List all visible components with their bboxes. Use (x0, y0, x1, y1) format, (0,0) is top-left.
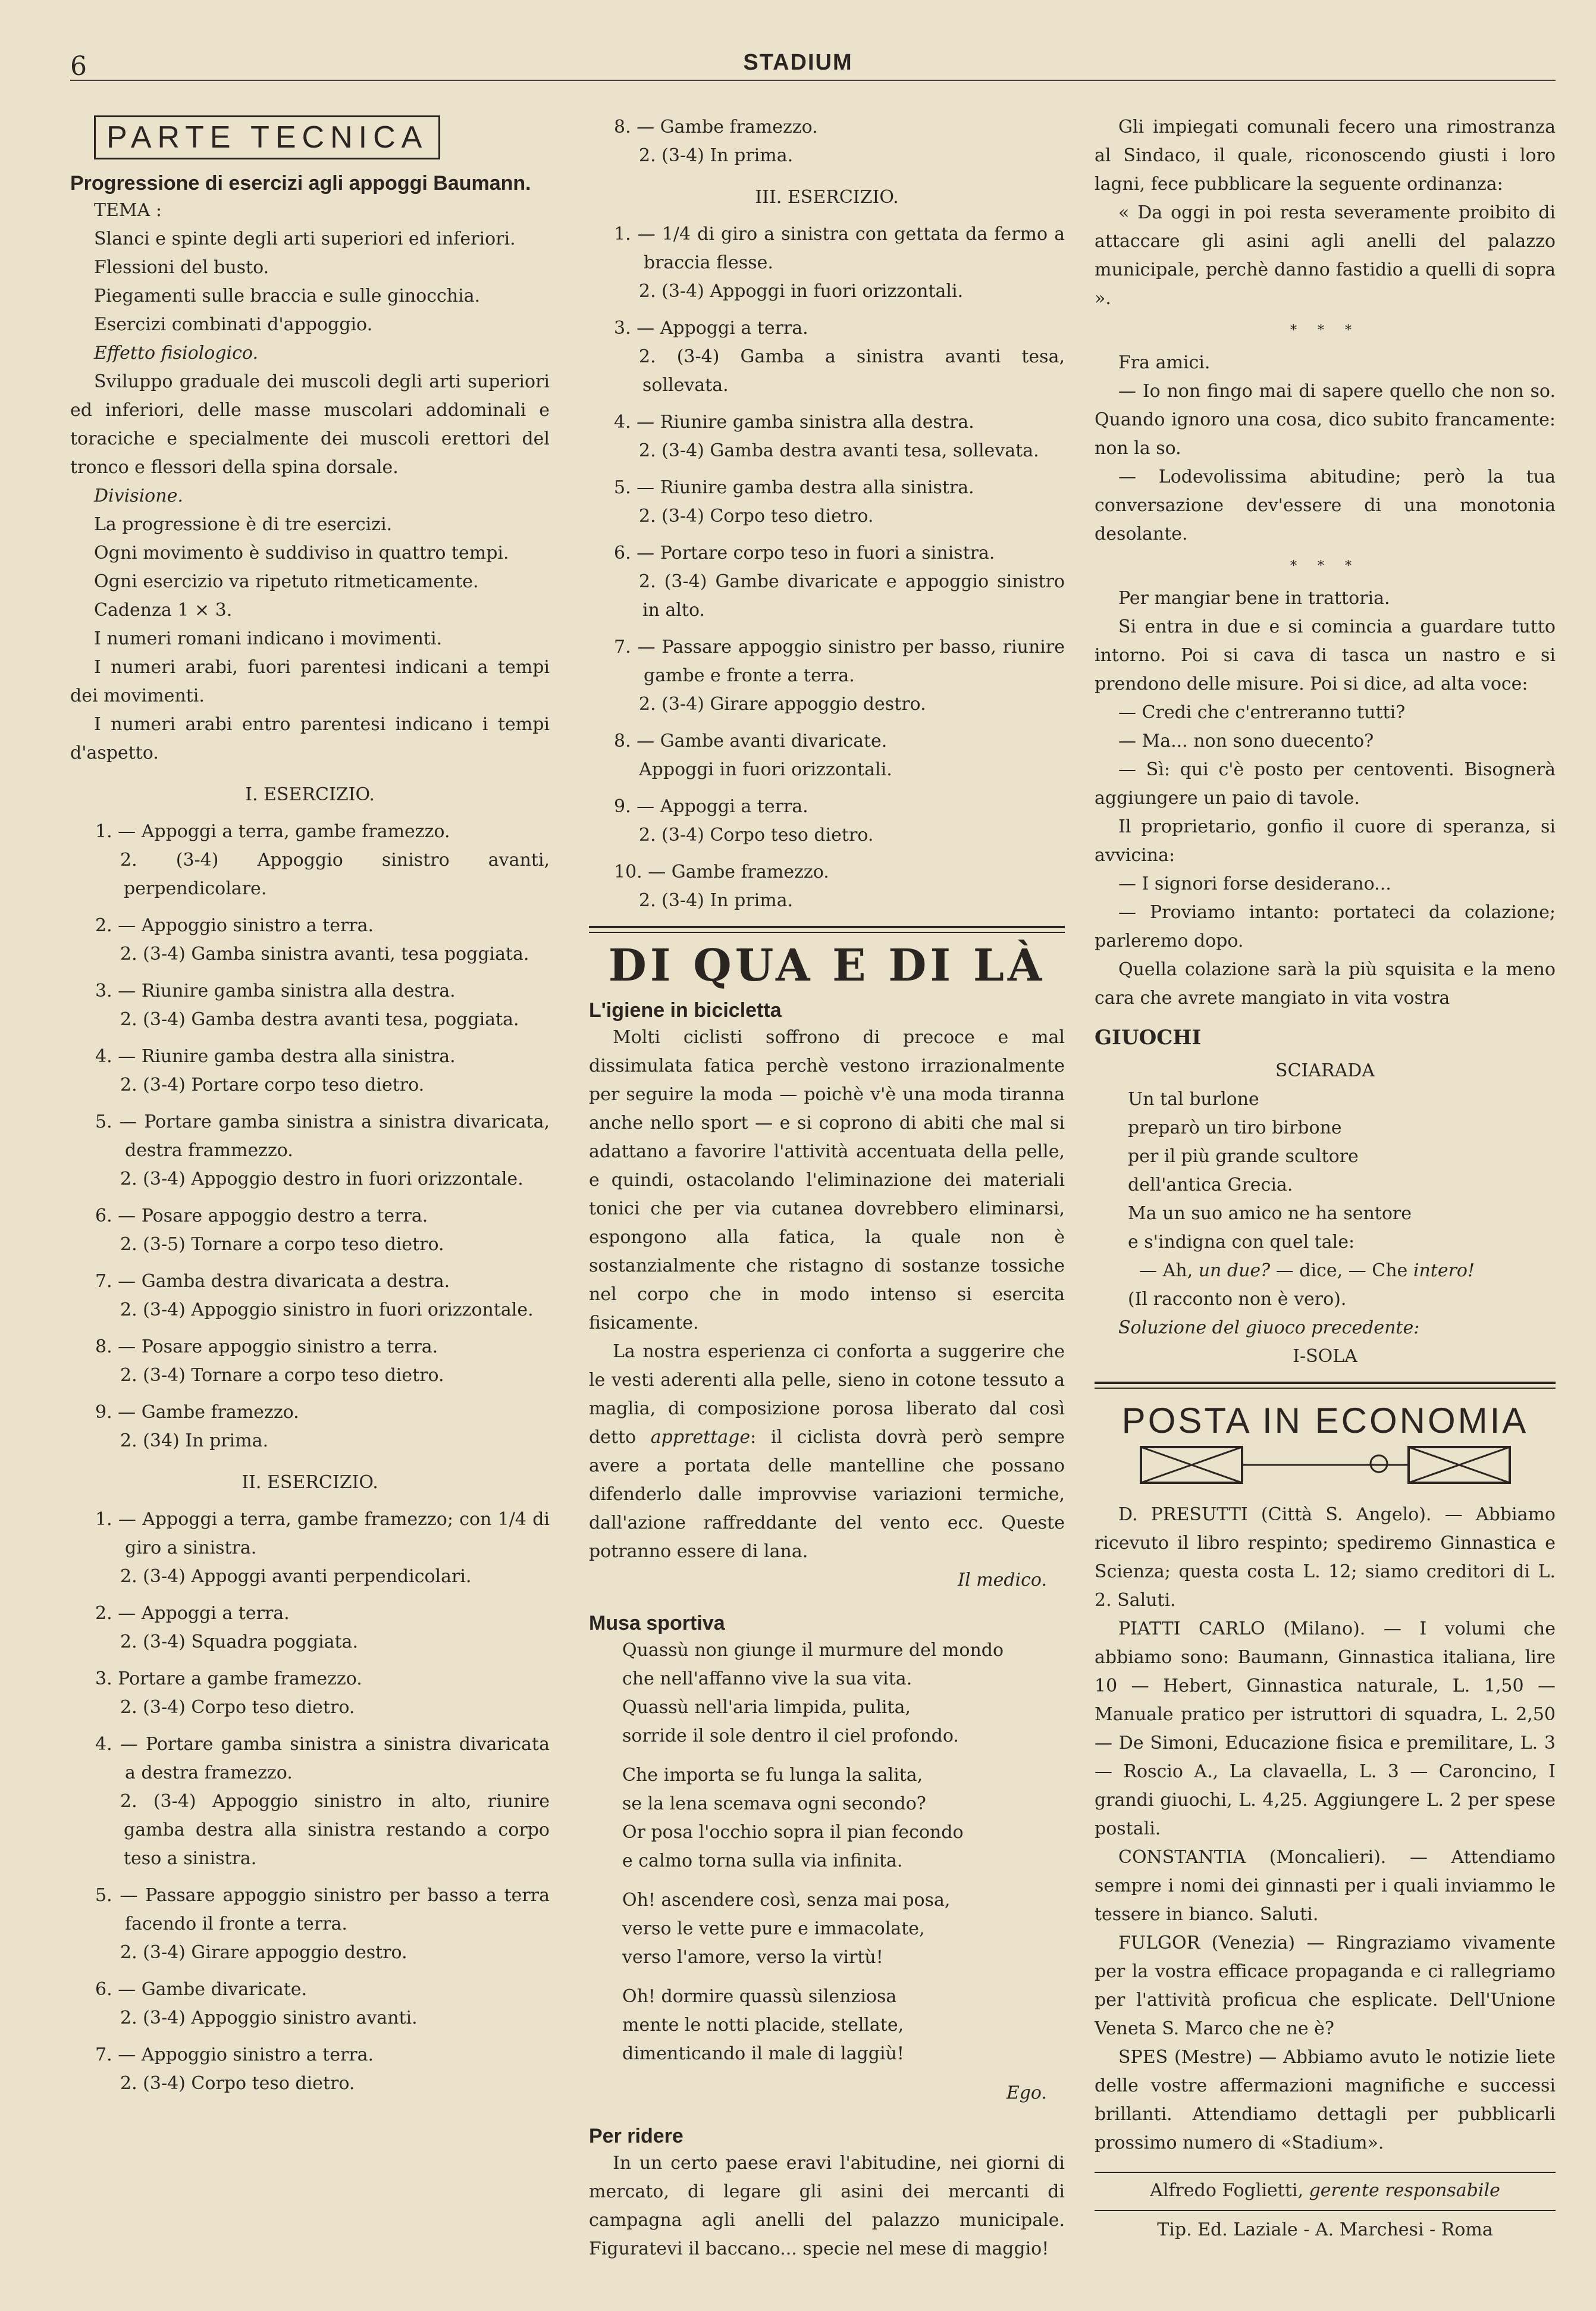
exercise-substep: 2. (3-4) Girare appoggio destro. (120, 1942, 407, 1963)
exercise-substep: 2. (3-4) In prima. (639, 145, 794, 166)
exercise-2-title: II. ESERCIZIO. (242, 1472, 378, 1493)
exercise-3-list (589, 220, 1065, 915)
exercise-step: 6. — Portare corpo teso in fuori a sinistra. (614, 543, 995, 563)
poem-stanza (622, 1761, 1065, 1875)
sciarada-line: preparò un tiro birbone (1128, 1117, 1342, 1138)
exercise-substep: 2. (3-4) Corpo teso dietro. (639, 825, 874, 846)
exercise-step: 7. — Passare appoggio sinistro per basso, riunire gambe e fronte a terra. (614, 637, 1065, 686)
sciarada-note: (Il racconto non è vero). (1128, 1289, 1347, 1310)
igiene-paragraph-1: Molti ciclisti soffrono di precoce e mal dissimulata fatica perchè vestono irrazionalmente per seguire la moda — poichè v'è una moda tiranna anche nello sport — e si coprono di abiti che mal si adattano a favorire l'attività accentuata della pelle, e quindi, ostacolando l'eliminazione dei materiali tonici che per via cutanea dovrebbero eliminarsi, espongono alla fatica, la quale non è sostanzialmente che ristagno di sostanze tossiche nel corpo che in modo intenso si esercita fisicamente. (589, 1027, 1065, 1333)
exercise-step: 2. — Appoggi a terra. (95, 1603, 290, 1624)
divisione-line: Cadenza 1 × 3. (94, 600, 233, 621)
trattoria-line: — Ma... non sono duecento? (1118, 731, 1374, 751)
exercise-step: 10. — Gambe framezzo. (614, 862, 829, 882)
sciarada-line: Un tal burlone (1128, 1089, 1259, 1110)
poem-line: Che importa se fu lunga la salita, (622, 1765, 923, 1786)
tipografia-line: Tip. Ed. Laziale - A. Marchesi - Roma (1095, 2210, 1556, 2244)
divisione-line: I numeri arabi entro parentesi indicano i tempi d'aspetto. (70, 714, 550, 763)
divisione-label: Divisione. (94, 486, 183, 506)
poem-line: verso le vette pure e immacolate, (622, 1918, 925, 1939)
section-title-di-qua-e-di-la: DI QUA E DI LÀ (608, 940, 1046, 991)
posta-title: POSTA IN ECONOMIA (1121, 1401, 1529, 1441)
exercise-step: 4. — Riunire gamba sinistra alla destra. (614, 412, 974, 433)
exercise-step: 3. Portare a gambe framezzo. (95, 1668, 362, 1689)
sciarada-line: e s'indigna con quel tale: (1128, 1232, 1355, 1252)
article-title: Progressione di esercizi agli appoggi Baumann. (70, 172, 531, 195)
sciarada-line: dell'antica Grecia. (1128, 1175, 1293, 1195)
exercise-step: 1. — 1/4 di giro a sinistra con gettata da fermo a braccia flesse. (614, 224, 1065, 273)
exercise-substep: 2. (3-5) Tornare a corpo teso dietro. (120, 1234, 444, 1255)
tema-line: Slanci e spinte degli arti superiori ed inferiori. (94, 228, 516, 249)
exercise-step: 2. — Appoggio sinistro a terra. (95, 915, 374, 936)
exercise-substep: 2. (3-4) Appoggio sinistro in alto, riunire gamba destra alla sinistra restando a corpo teso a sinistra. (120, 1791, 550, 1869)
exercise-step: 8. — Gambe framezzo. (614, 117, 818, 137)
igiene-paragraph-2: La nostra esperienza ci conforta a suggerire che le vesti aderenti alla pelle, sieno in cotone tessuto a maglia, di composizione porosa liberato dal così detto apprettage: il ciclista dovrà però sempre avere a portata delle mantelline che possano difenderlo dalle improvvise variazioni termiche, dall'azione raffreddante del vento ecc. Queste potranno essere di lana. (589, 1341, 1065, 1562)
exercise-step: 6. — Gambe divaricate. (95, 1979, 308, 2000)
soluzione-label: Soluzione del giuoco precedente: (1118, 1317, 1420, 1338)
poem-line: e calmo torna sulla via infinita. (622, 1850, 903, 1871)
igiene-title: L'igiene in bicicletta (589, 999, 782, 1022)
exercise-substep: 2. (3-4) Corpo teso dietro. (639, 506, 874, 527)
trattoria-section (1095, 584, 1556, 1013)
page-number: 6 (70, 51, 87, 82)
poem-line: mente le notti placide, stellate, (622, 2015, 904, 2036)
tema-line: Esercizi combinati d'appoggio. (94, 314, 373, 335)
poem-line: Quassù nell'aria limpida, pulita, (622, 1697, 911, 1718)
ridere-continued-2: « Da oggi in poi resta severamente proibito di attaccare gli asini agli anelli del palazzo municipale, perchè danno fastidio a quelli di sopra ». (1095, 202, 1556, 309)
exercise-step: 5. — Passare appoggio sinistro per basso a terra facendo il fronte a terra. (95, 1885, 550, 1934)
section-rule-top (589, 926, 1065, 928)
posta-entry: SPES (Mestre) — Abbiamo avuto le notizie liete delle vostre affermazioni magnifiche e successi brillanti. Attendiamo dettagli per pubblicarli prossimo numero di «Stadium». (1095, 2047, 1556, 2153)
separator-stars: * * * (1290, 559, 1360, 574)
giuochi-title: GIUOCHI (1095, 1026, 1202, 1050)
divisione-line: I numeri romani indicano i movimenti. (94, 628, 443, 649)
trattoria-line: — Proviamo intanto: portateci da colazione; parleremo dopo. (1095, 902, 1556, 951)
ridere-continued-1: Gli impiegati comunali fecero una rimostranza al Sindaco, il quale, riconoscendo giusti i loro lagni, fece pubblicare la seguente ordinanza: (1095, 117, 1556, 195)
exercise-step: 1. — Appoggi a terra, gambe framezzo. (95, 821, 450, 842)
exercise-1-list (70, 818, 550, 1455)
exercise-step: 3. — Appoggi a terra. (614, 318, 808, 339)
amici-title: Fra amici. (1118, 352, 1211, 373)
poem-stanza (622, 1983, 1065, 2068)
musa-poem (589, 1636, 1065, 2068)
exercise-step: 6. — Posare appoggio destro a terra. (95, 1205, 428, 1226)
divisione-line: Ogni esercizio va ripetuto ritmeticamente. (94, 571, 479, 592)
exercise-substep: 2. (3-4) Girare appoggio destro. (639, 694, 926, 715)
posta-entry: CONSTANTIA (Moncalieri). — Attendiamo sempre i nomi dei ginnasti per i quali inviammo le tessere in bianco. Saluti. (1095, 1847, 1556, 1925)
tema-label: TEMA : (94, 200, 162, 221)
poem-stanza (622, 1636, 1065, 1751)
exercise-step: 5. — Riunire gamba destra alla sinistra. (614, 477, 974, 498)
exercise-substep: Appoggi in fuori orizzontali. (639, 759, 892, 780)
sciarada-poem (1095, 1085, 1556, 1314)
section-rule-bottom (589, 932, 1065, 933)
poem-line: Quassù non giunge il murmure del mondo (622, 1640, 1004, 1661)
trattoria-line: Per mangiar bene in trattoria. (1118, 588, 1390, 609)
divisione-line: I numeri arabi, fuori parentesi indicani a tempi dei movimenti. (70, 657, 550, 706)
exercise-substep: 2. (3-4) In prima. (639, 890, 794, 911)
exercise-step: 9. — Gambe framezzo. (95, 1402, 299, 1423)
musa-signature: Ego. (1006, 2083, 1047, 2103)
trattoria-line: — Credi che c'entreranno tutti? (1118, 702, 1406, 723)
exercise-substep: 2. (3-4) Squadra poggiata. (120, 1632, 358, 1652)
exercise-step: 3. — Riunire gamba sinistra alla destra. (95, 981, 456, 1001)
exercise-step: 1. — Appoggi a terra, gambe framezzo; con 1/4 di giro a sinistra. (95, 1509, 550, 1558)
divisione-line: La progressione è di tre esercizi. (94, 514, 393, 535)
tema-list (70, 225, 550, 339)
exercise-substep: 2. (34) In prima. (120, 1430, 268, 1451)
amici-line: — Io non fingo mai di sapere quello che non so. Quando ignoro una cosa, dico subito francamente: non la so. (1095, 381, 1556, 459)
poem-line: sorride il sole dentro il ciel profondo. (622, 1726, 959, 1746)
exercise-2-list (70, 1505, 550, 2098)
exercise-step: 4. — Riunire gamba destra alla sinistra. (95, 1046, 456, 1067)
exercise-substep: 2. (3-4) Appoggi avanti perpendicolari. (120, 1566, 472, 1587)
exercise-substep: 2. (3-4) Gamba destra avanti tesa, poggiata. (120, 1009, 519, 1030)
exercise-substep: 2. (3-4) Gamba a sinistra avanti tesa, sollevata. (639, 346, 1065, 396)
exercise-3-title: III. ESERCIZIO. (755, 187, 899, 208)
ridere-title: Per ridere (589, 2125, 683, 2147)
exercise-substep: 2. (3-4) Gambe divaricate e appoggio sinistro in alto. (639, 571, 1065, 621)
posta-entry: PIATTI CARLO (Milano). — I volumi che abbiamo sono: Baumann, Ginnastica italiana, lire 10 — Hebert, Ginnastica naturale, L. 1,50 — Manuale pratico per istruttori di squadra, L. 2,50 — De Simoni, Educazione fisica e premilitare, L. 3 — Roscio A., La clavaella, L. 3 — Caroncino, I grandi giuochi, L. 4,25. Aggiungere L. 2 per spese postali. (1095, 1618, 1556, 1839)
posta-entries (1095, 1501, 1556, 2157)
posta-entry: D. PRESUTTI (Città S. Angelo). — Abbiamo ricevuto il libro respinto; spediremo Ginnastica e Scienza; questa costa L. 12; siamo creditori di L. 2. Saluti. (1095, 1504, 1556, 1611)
poem-line: se la lena scemava ogni secondo? (622, 1793, 926, 1814)
gerente-line: Alfredo Foglietti, gerente responsabile (1095, 2172, 1556, 2205)
exercise-substep: 2. (3-4) Appoggi in fuori orizzontali. (639, 281, 964, 302)
exercise-2-continued (589, 113, 1065, 170)
poem-line: Or posa l'occhio sopra il pian fecondo (622, 1822, 964, 1843)
column-1 (70, 113, 550, 2098)
poem-line: verso l'amore, verso la virtù! (622, 1947, 883, 1968)
exercise-1-title: I. ESERCIZIO. (245, 784, 375, 805)
poem-line: che nell'affanno vive la sua vita. (622, 1668, 913, 1689)
ridere-text: In un certo paese eravi l'abitudine, nei giorni di mercato, di legare gli asini dei mercanti di campagna agli anelli del palazzo municipale. Figuratevi il baccano... specie nel mese di maggio! (589, 2153, 1065, 2259)
poem-stanza (622, 1886, 1065, 1972)
divisione-line: Ogni movimento è suddiviso in quattro tempi. (94, 543, 509, 563)
column-3 (1095, 113, 1556, 2244)
exercise-substep: 2. (3-4) Appoggio destro in fuori orizzontale. (120, 1169, 523, 1189)
exercise-step: 8. — Posare appoggio sinistro a terra. (95, 1336, 438, 1357)
exercise-step: 9. — Appoggi a terra. (614, 796, 808, 817)
sciarada-dialog: — Ah, un due? — dice, — Che intero! (1139, 1260, 1475, 1281)
igiene-signature: Il medico. (958, 1570, 1047, 1590)
exercise-step: 4. — Portare gamba sinistra a sinistra divaricata a destra framezzo. (95, 1734, 550, 1783)
exercise-step: 7. — Appoggio sinistro a terra. (95, 2044, 374, 2065)
masthead: STADIUM (743, 50, 853, 75)
effetto-text: Sviluppo graduale dei muscoli degli arti superiori ed inferiori, delle masse muscolari addominali e toraciche e specialmente dei muscoli erettori del tronco e flessori della spina dorsale. (70, 371, 550, 478)
divisione-list (70, 511, 550, 768)
exercise-substep: 2. (3-4) Appoggio sinistro avanti. (120, 2008, 418, 2028)
poem-line: Oh! ascendere così, senza mai posa, (622, 1890, 951, 1911)
poem-line: dimenticando il male di laggiù! (622, 2043, 904, 2064)
exercise-substep: 2. (3-4) Appoggio sinistro avanti, perpendicolare. (120, 850, 550, 899)
exercise-step: 7. — Gamba destra divaricata a destra. (95, 1271, 450, 1292)
sciarada-line: Ma un suo amico ne ha sentore (1128, 1203, 1412, 1224)
trattoria-line: Quella colazione sarà la più squisita e la meno cara che avrete mangiato in vita vostra (1095, 959, 1556, 1009)
sciarada-title: SCIARADA (1275, 1060, 1375, 1081)
amici-line: — Lodevolissima abitudine; però la tua conversazione dev'essere di una monotonia desolante. (1095, 466, 1556, 544)
posta-rule-top (1095, 1382, 1556, 1384)
trattoria-line: — I signori forse desiderano... (1118, 873, 1391, 894)
exercise-substep: 2. (3-4) Gamba sinistra avanti, tesa poggiata. (120, 944, 529, 965)
exercise-step: 5. — Portare gamba sinistra a sinistra divaricata, destra frammezzo. (95, 1111, 550, 1161)
exercise-substep: 2. (3-4) Tornare a corpo teso dietro. (120, 1365, 444, 1386)
exercise-substep: 2. (3-4) Portare corpo teso dietro. (120, 1075, 425, 1095)
effetto-label: Effetto fisiologico. (94, 343, 259, 364)
musa-title: Musa sportiva (589, 1612, 725, 1634)
trattoria-line: — Sì: qui c'è posto per centoventi. Bisognerà aggiungere un paio di tavole. (1095, 759, 1556, 809)
posta-rule-bottom (1095, 1388, 1556, 1389)
exercise-substep: 2. (3-4) Corpo teso dietro. (120, 1697, 355, 1718)
exercise-step: 8. — Gambe avanti divaricate. (614, 731, 888, 751)
posta-header (1095, 1401, 1556, 1489)
trattoria-line: Il proprietario, gonfio il cuore di speranza, si avvicina: (1095, 816, 1556, 866)
tema-line: Piegamenti sulle braccia e sulle ginocchia. (94, 286, 481, 306)
poem-line: Oh! dormire quassù silenziosa (622, 1986, 897, 2007)
soluzione-value: I-SOLA (1293, 1346, 1357, 1367)
trattoria-line: Si entra in due e si comincia a guardare tutto intorno. Poi si cava di tasca un nastro e si prendono delle misure. Poi si dice, ad alta voce: (1095, 616, 1556, 694)
tema-line: Flessioni del busto. (94, 257, 269, 278)
envelope-ornament-icon (1117, 1441, 1534, 1489)
posta-entry: FULGOR (Venezia) — Ringraziamo vivamente per la vostra efficace propaganda e ci rallegriamo per l'attività proficua che esplicate. Dell'Unione Veneta S. Marco che ne è? (1095, 1933, 1556, 2039)
sciarada-line: per il più grande scultore (1128, 1146, 1359, 1167)
top-rule (70, 80, 1556, 81)
exercise-substep: 2. (3-4) Corpo teso dietro. (120, 2073, 355, 2094)
exercise-substep: 2. (3-4) Gamba destra avanti tesa, sollevata. (639, 440, 1039, 461)
exercise-substep: 2. (3-4) Appoggio sinistro in fuori orizzontale. (120, 1299, 534, 1320)
column-2 (589, 113, 1065, 2263)
separator-stars: * * * (1290, 323, 1360, 338)
parte-tecnica-banner: PARTE TECNICA (94, 115, 440, 159)
